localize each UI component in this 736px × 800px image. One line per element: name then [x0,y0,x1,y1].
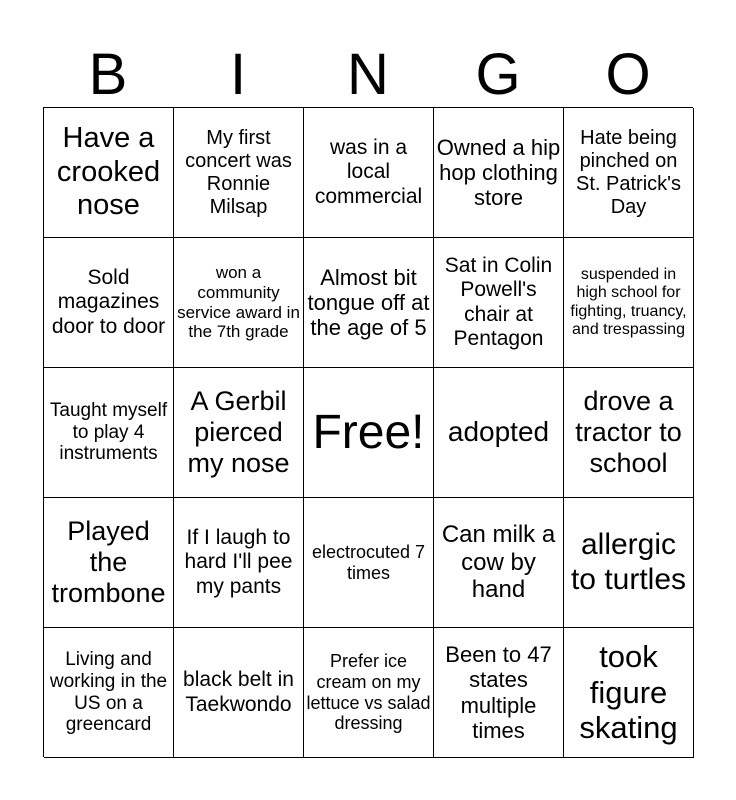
header-letter-b: B [88,42,128,107]
bingo-cell [304,628,434,758]
bingo-cell [564,108,694,238]
bingo-cell [304,238,434,368]
header-letter-g: G [475,42,521,107]
bingo-cell [44,498,174,628]
cell-text: Sold magazines door to door [51,266,166,338]
bingo-cell [304,108,434,238]
cell-text: Almost bit tongue off at the age of 5 [307,264,430,341]
header-letter-o: O [605,42,651,107]
cell-text: Prefer ice cream on my lettuce vs salad dressing [306,651,431,734]
bingo-cell [564,368,694,498]
bingo-cell [564,628,694,758]
bingo-cell [174,498,304,628]
bingo-cell [434,628,564,758]
cell-text: My first concert was Ronnie Milsap [185,126,292,218]
cell-text: Been to 47 states multiple times [445,641,552,743]
cell-text: was in a local commercial [314,136,423,208]
bingo-cell [174,628,304,758]
bingo-cell [564,238,694,368]
bingo-cell [44,108,174,238]
free-space [304,368,434,498]
header-letter-n: N [347,42,389,107]
cell-text: electrocuted 7 times [311,541,426,583]
cell-text: Can milk a cow by hand [441,521,556,604]
header-letter-i: I [229,42,247,107]
cell-text: Owned a hip hop clothing store [436,134,561,211]
bingo-cell [434,498,564,628]
cell-text: Have a crooked nose [56,122,161,222]
bingo-cell [44,368,174,498]
cell-text: drove a tractor to school [575,385,682,479]
cell-text: A Gerbil pierced my nose [187,385,290,479]
bingo-cell [44,628,174,758]
bingo-cell [434,238,564,368]
bingo-cell [564,498,694,628]
bingo-cell [44,238,174,368]
cell-text: allergic to turtles [570,528,687,596]
cell-text: took figure skating [579,639,678,746]
cell-text: Taught myself to play 4 instruments [49,399,168,465]
cell-text: Free! [312,405,425,459]
cell-text: won a community service award in the 7th grade [177,263,300,342]
bingo-header [43,42,693,108]
cell-text: black belt in Taekwondo [183,668,294,716]
bingo-cell [174,368,304,498]
bingo-cell [174,238,304,368]
bingo-cell [174,108,304,238]
bingo-cell [304,498,434,628]
cell-text: Sat in Colin Powell's chair at Pentagon [444,254,553,350]
cell-text: If I laugh to hard I'll pee my pants [184,526,293,598]
cell-text: Played the trombone [51,515,166,609]
cell-text: Living and working in the US on a greencard [49,648,168,736]
cell-text: Hate being pinched on St. Patrick's Day [576,126,681,218]
cell-text: suspended in high school for fighting, truancy, and trespassing [570,265,687,338]
cell-text: adopted [447,416,550,448]
bingo-cell [434,368,564,498]
bingo-cell [434,108,564,238]
bingo-grid [43,107,693,757]
